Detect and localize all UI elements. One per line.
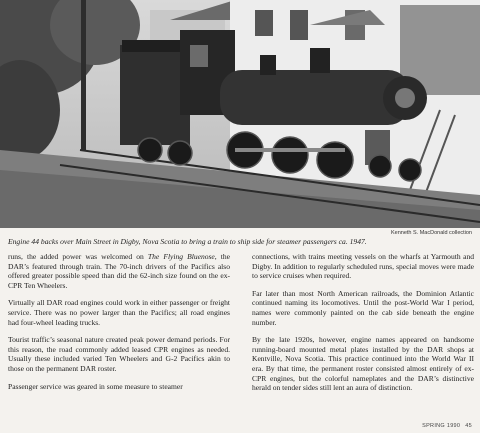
photo-credit: Kenneth S. MacDonald collection [390, 230, 472, 236]
paragraph: Passenger service was geared in some measure to steamer [8, 381, 183, 391]
article-body [8, 252, 474, 401]
paragraph: By the late 1920s, however, engine names appeared on handsome running-board mounted metal plates installed by the DAR shops at Kentville, Nova Scotia. This practice continued into the World War II era. By that time, the permanent roster consisted almost entirely of ex-CPR engines, but the colorful nameplates and the DAR’s distinctive herald on tender sides still lent an aura of distinction. [252, 335, 474, 393]
page-footer [422, 423, 472, 429]
paragraph: Tourist traffic’s seasonal nature created peak power demand periods. For this reason, the road commonly added leased CPR engines as needed. Usually these included varied Ten Wheelers and G-2 Pacifics akin to those on the permanent DAR roster. [8, 335, 230, 373]
article-column-left [8, 252, 230, 401]
article-column-right [252, 252, 474, 401]
photo-caption: Engine 44 backs over Main Street in Digby, Nova Scotia to bring a train to ship side for steamer passengers ca. 1947. [8, 237, 367, 246]
paragraph: connections, with trains meeting vessels on the wharfs at Yarmouth and Digby. In addition to regularly scheduled runs, special moves were made to service cruises when required. [252, 252, 474, 281]
paragraph: runs, the added power was welcomed on The Flying Bluenose, the DAR’s featured through train. The 70-inch drivers of the Pacifics also offered greater possible speed than did the 62-inch size found on the ex- CPR Ten Wheelers. [8, 252, 230, 290]
paragraph: Far later than most North American railroads, the Dominion Atlantic continued naming its locomotives. Until the post-World War I period, names were commonly painted on the cab side beneath the engine number. [252, 288, 474, 327]
issue-label: SPRING 1990 [422, 423, 461, 429]
paragraph: Virtually all DAR road engines could work in either passenger or freight service. There was no power larger than the Pacifics; all road engines had four-wheel leading trucks. [8, 298, 230, 327]
page-number: 45 [465, 423, 472, 429]
